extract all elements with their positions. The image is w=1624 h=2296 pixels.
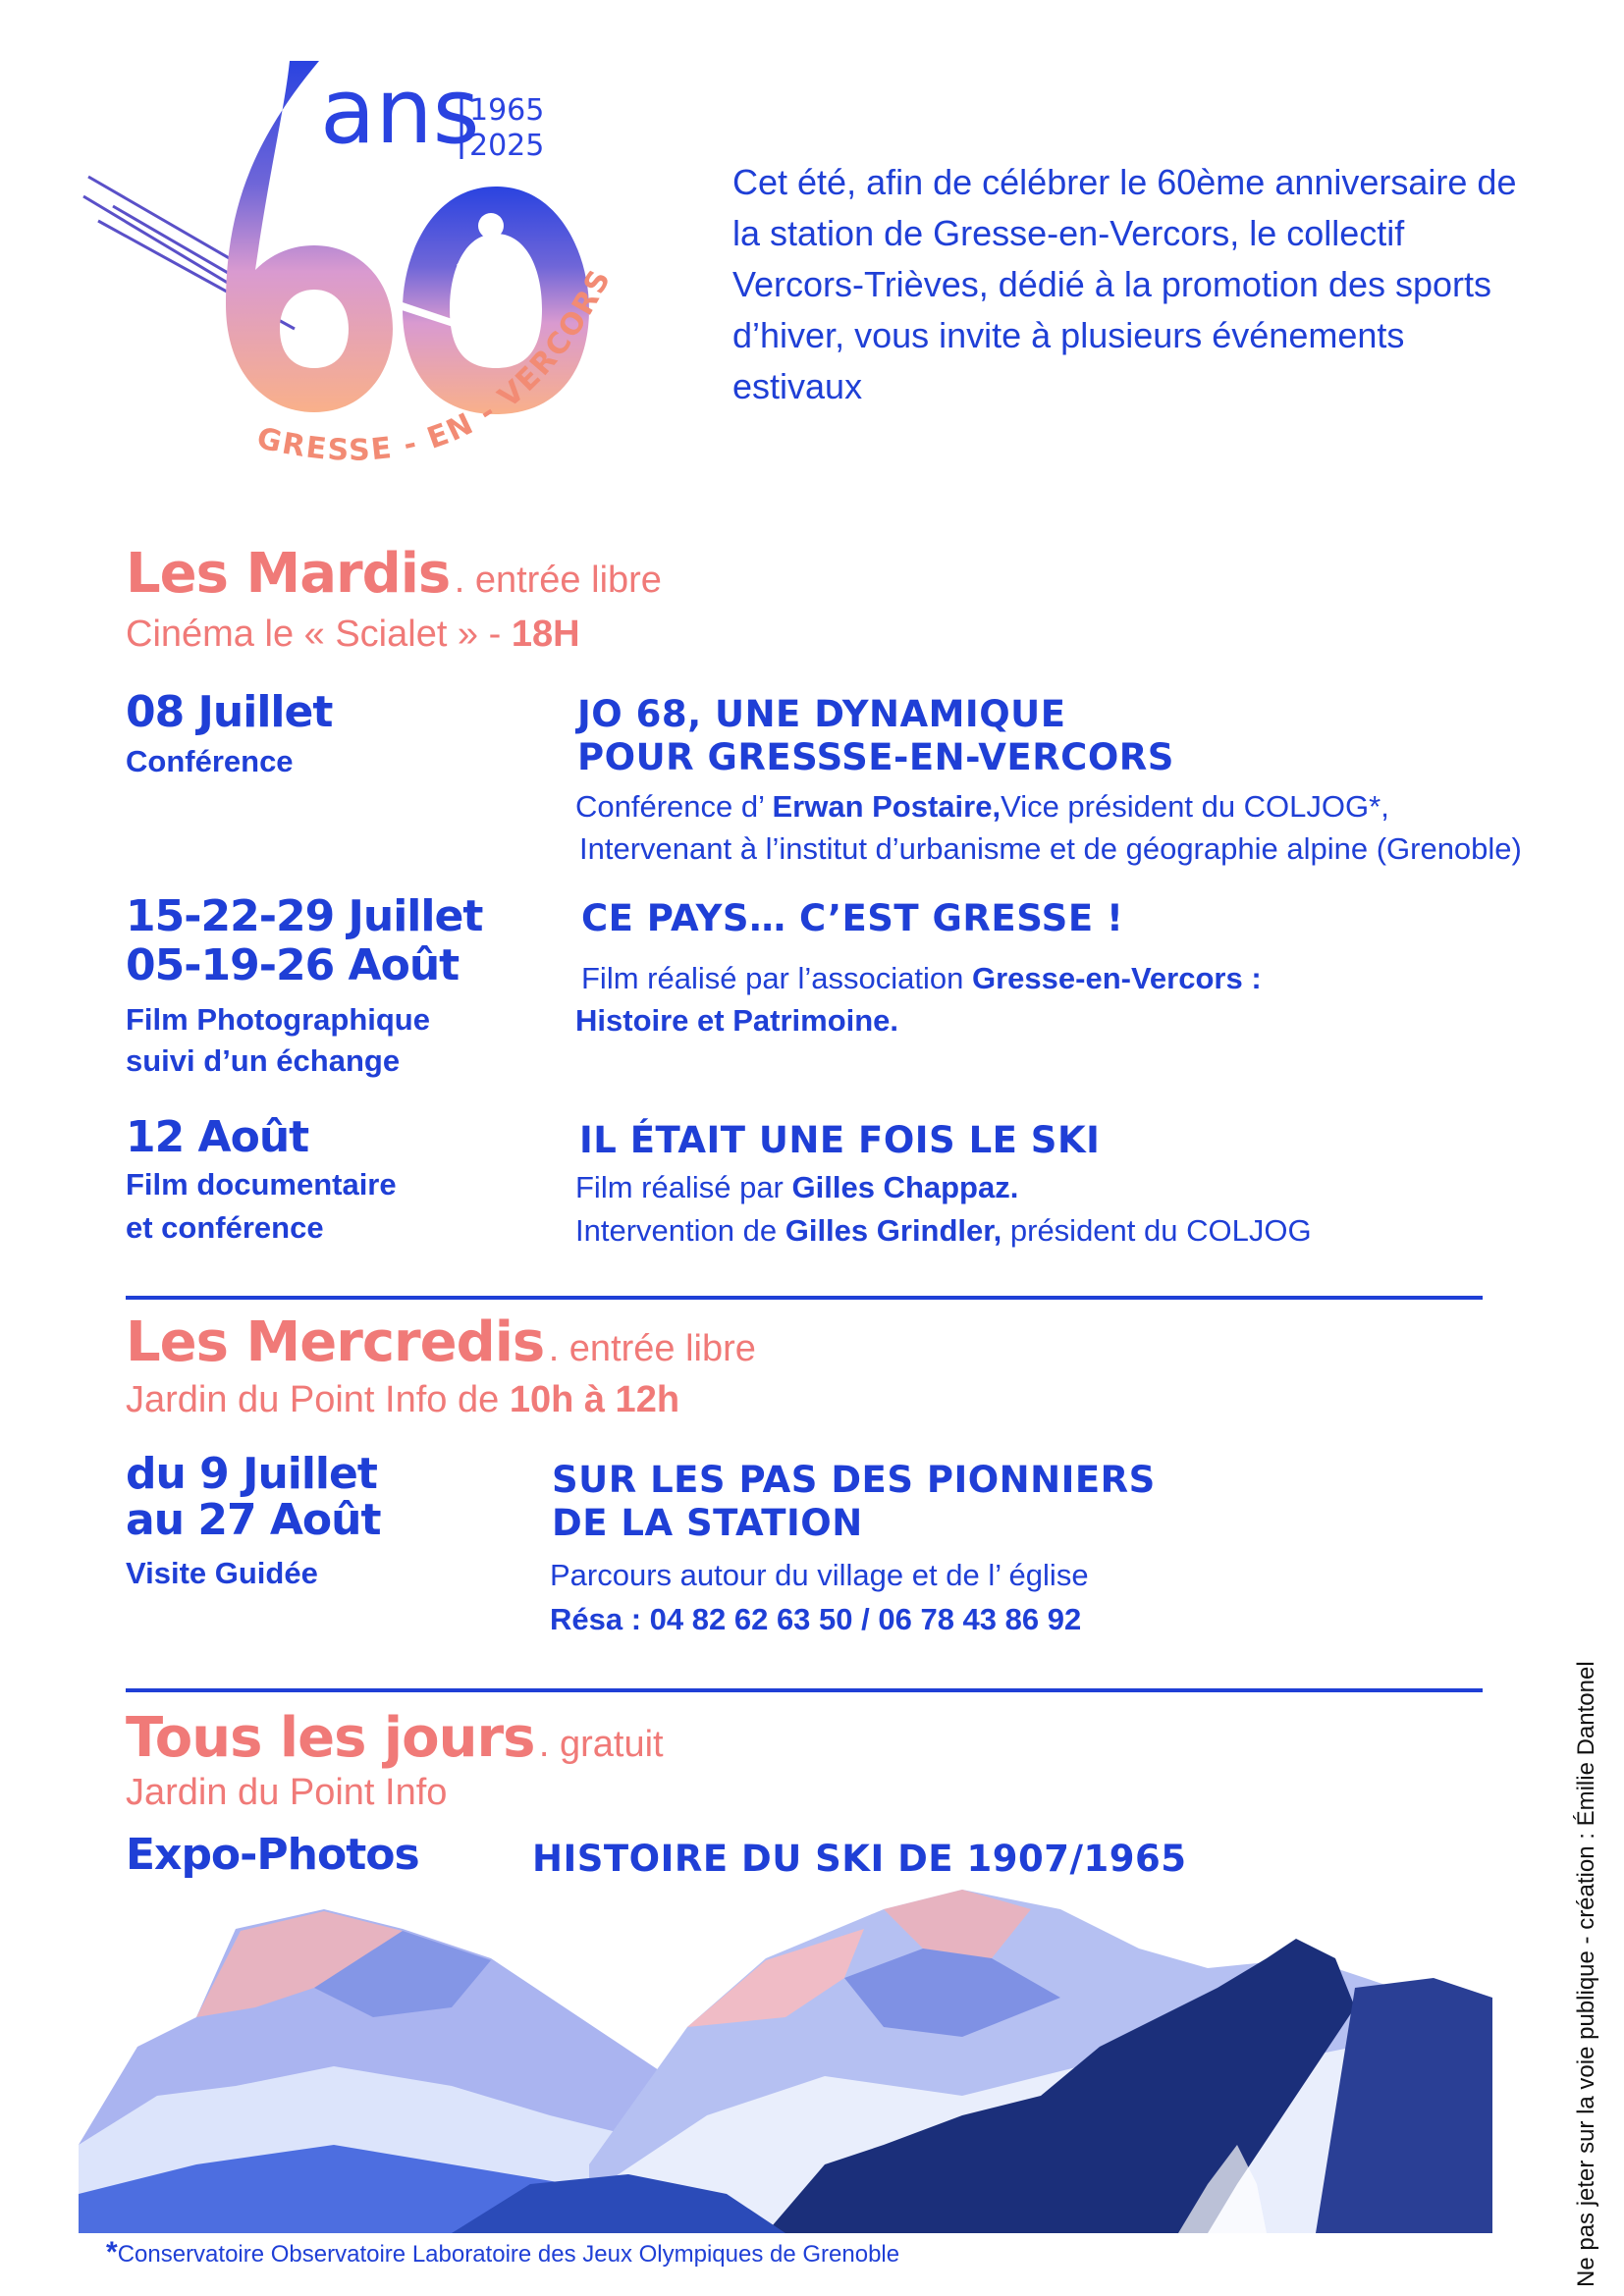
side-credit: Ne pas jeter sur la voie publique - création : Émilie Dantonel xyxy=(1573,1661,1599,2287)
reservation-phone: Résa : 04 82 62 63 50 / 06 78 43 86 92 xyxy=(550,1602,1082,1636)
mardis-time: 18H xyxy=(511,614,580,655)
mountain-illustration xyxy=(79,1870,1492,2233)
year-start: 1965 xyxy=(469,93,545,128)
year-end: 2025 xyxy=(469,129,545,163)
event-desc-line2: Histoire et Patrimoine. xyxy=(575,1003,899,1038)
mercredis-header xyxy=(126,1310,756,1374)
mercredis-place: Jardin du Point Info de xyxy=(126,1379,500,1420)
desc-part: président du COLJOG xyxy=(1009,1213,1312,1248)
event-date: 12 Août xyxy=(126,1112,309,1162)
event-kind: Visite Guidée xyxy=(126,1556,318,1590)
footnote-star: * xyxy=(106,2236,118,2269)
mercredis-time: 10h à 12h xyxy=(509,1379,680,1420)
mercredis-title: Les Mercredis xyxy=(126,1310,545,1374)
desc-part: Film réalisé par l’association xyxy=(581,961,964,995)
section-divider xyxy=(126,1688,1483,1692)
event-desc xyxy=(575,1166,1018,1209)
event-kind: Film documentaire xyxy=(126,1167,397,1201)
event-desc xyxy=(581,957,1262,1000)
desc-part: Intervention de xyxy=(575,1213,778,1248)
tous-tag: . gratuit xyxy=(538,1724,664,1765)
event-title-line2: DE LA STATION xyxy=(552,1502,863,1544)
mardis-place: Cinéma le « Scialet » - xyxy=(126,614,502,655)
event-kind: Film Photographique xyxy=(126,1002,430,1037)
mardis-header xyxy=(126,542,662,606)
event-title: IL ÉTAIT UNE FOIS LE SKI xyxy=(579,1119,1101,1161)
speaker-name: Erwan Postaire, xyxy=(772,789,1001,824)
intro-text: Cet été, afin de célébrer le 60ème anniversaire de la station de Gresse-en-Vercors, le collectif Vercors-Trièves, dédié à la promotion des sports d’hiver, vous invite à plusieurs événements estivaux xyxy=(732,162,1517,406)
footnote-text: Conservatoire Observatoire Laboratoire des Jeux Olympiques de Grenoble xyxy=(117,2241,900,2268)
ans-text: ans xyxy=(320,59,480,164)
section-divider xyxy=(126,1296,1483,1300)
speaker-name: Gilles Grindler, xyxy=(785,1213,1002,1248)
event-kind-line2: et conférence xyxy=(126,1210,324,1245)
event-desc xyxy=(575,785,1389,828)
tous-place: Jardin du Point Info xyxy=(126,1772,448,1813)
expo-label: Expo-Photos xyxy=(126,1830,419,1880)
station-arc-text: GRESSE - EN - VERCORS xyxy=(253,263,619,468)
desc-part: Film réalisé par xyxy=(575,1170,784,1204)
event-kind: Conférence xyxy=(126,744,294,778)
mercredis-tag: . entrée libre xyxy=(548,1328,756,1369)
association-name: Gresse-en-Vercors : xyxy=(972,961,1262,995)
desc-part: Conférence d’ xyxy=(575,789,764,824)
anniversary-logo xyxy=(79,49,668,520)
event-date-line2: au 27 Août xyxy=(126,1495,381,1545)
event-date: 08 Juillet xyxy=(126,687,333,737)
mercredis-subtitle xyxy=(126,1379,679,1421)
event-date-line2: 05-19-26 Août xyxy=(126,940,460,990)
event-title-line2: POUR GRESSSE-EN-VERCORS xyxy=(577,736,1174,778)
event-desc: Parcours autour du village et de l’ église xyxy=(550,1558,1089,1592)
event-kind-line2: suivi d’un échange xyxy=(126,1043,401,1078)
event-title: SUR LES PAS DES PIONNIERS xyxy=(552,1459,1156,1501)
director-name: Gilles Chappaz. xyxy=(791,1170,1019,1204)
expo-title: HISTOIRE DU SKI DE 1907/1965 xyxy=(532,1838,1187,1880)
event-desc-line2: Intervenant à l’institut d’urbanisme et de géographie alpine (Grenoble) xyxy=(579,831,1522,866)
tous-header xyxy=(126,1706,664,1770)
mardis-tag: . entrée libre xyxy=(454,560,662,601)
desc-part: Vice président du COLJOG*, xyxy=(1001,789,1389,824)
event-desc-line2 xyxy=(575,1209,1312,1253)
tous-title: Tous les jours xyxy=(126,1706,535,1770)
mardis-title: Les Mardis xyxy=(126,542,451,606)
event-title: JO 68, UNE DYNAMIQUE xyxy=(577,693,1066,735)
event-title: CE PAYS… C’EST GRESSE ! xyxy=(581,897,1124,939)
mardis-subtitle xyxy=(126,614,580,656)
event-date: du 9 Juillet xyxy=(126,1449,377,1499)
event-date: 15-22-29 Juillet xyxy=(126,891,483,941)
footnote xyxy=(106,2236,899,2269)
